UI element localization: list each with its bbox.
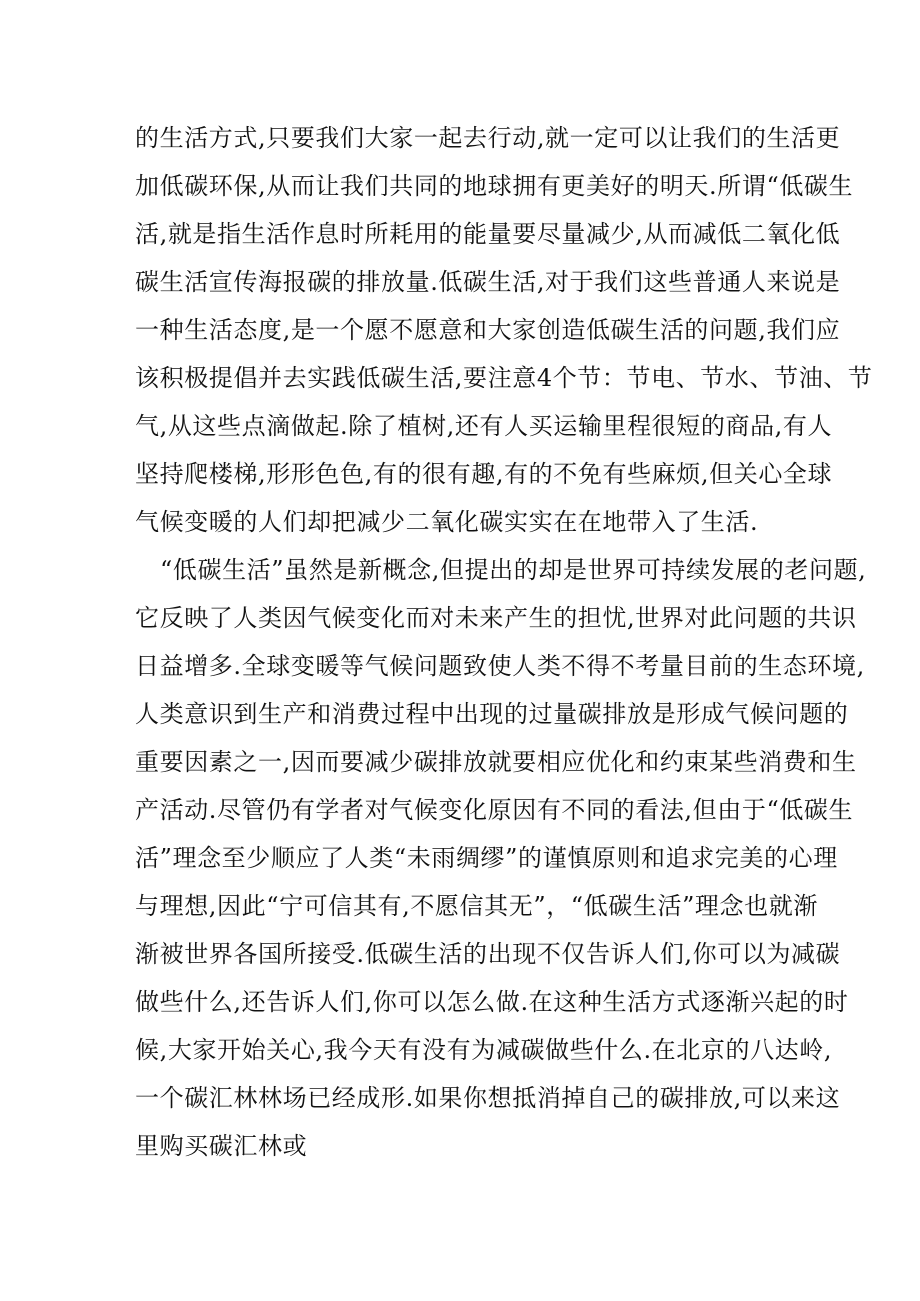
text-line: 它反映了人类因气候变化而对未来产生的担忧,世界对此问题的共识 xyxy=(135,604,857,632)
body-text xyxy=(135,114,873,1170)
text-line: 一种生活态度,是一个愿不愿意和大家创造低碳生活的问题,我们应 xyxy=(135,316,841,344)
text-line: 与理想,因此“宁可信其有,不愿信其无”，“低碳生活”理念也就渐 xyxy=(135,892,818,920)
text-line: 一个碳汇林林场已经成形.如果你想抵消掉自己的碳排放,可以来这 xyxy=(135,1084,841,1112)
text-line: 里购买碳汇林或 xyxy=(135,1132,308,1160)
text-line: 重要因素之一,因而要减少碳排放就要相应优化和约束某些消费和生 xyxy=(135,748,857,776)
text-line: 该积极提倡并去实践低碳生活,要注意4个节：节电、节水、节油、节 xyxy=(135,364,873,392)
text-line: 加低碳环保,从而让我们共同的地球拥有更美好的明天.所谓“低碳生 xyxy=(135,172,854,200)
text-line: 人类意识到生产和消费过程中出现的过量碳排放是形成气候问题的 xyxy=(135,700,849,728)
text-line: 气候变暖的人们却把减少二氧化碳实实在在地带入了生活. xyxy=(135,508,759,536)
text-line: 渐被世界各国所接受.低碳生活的出现不仅告诉人们,你可以为减碳 xyxy=(135,940,841,968)
text-line: 的生活方式,只要我们大家一起去行动,就一定可以让我们的生活更 xyxy=(135,124,841,152)
text-line: 坚持爬楼梯,形形色色,有的很有趣,有的不免有些麻烦,但关心全球 xyxy=(135,460,833,488)
text-line: 气,从这些点滴做起.除了植树,还有人买运输里程很短的商品,有人 xyxy=(135,412,833,440)
text-line: 活”理念至少顺应了人类“未雨绸缪”的谨慎原则和追求完美的心理 xyxy=(135,844,838,872)
text-line: 活,就是指生活作息时所耗用的能量要尽量减少,从而减低二氧化低 xyxy=(135,220,841,248)
text-line: 候,大家开始关心,我今天有没有为减碳做些什么.在北京的八达岭, xyxy=(135,1036,833,1064)
text-line: 做些什么,还告诉人们,你可以怎么做.在这种生活方式逐渐兴起的时 xyxy=(135,988,849,1016)
text-line: 日益增多.全球变暖等气候问题致使人类不得不考量目前的生态环境, xyxy=(135,652,865,680)
text-line: 碳生活宣传海报碳的排放量.低碳生活,对于我们这些普通人来说是 xyxy=(135,268,841,296)
text-line: 产活动.尽管仍有学者对气候变化原因有不同的看法,但由于“低碳生 xyxy=(135,796,854,824)
paragraph-start-line: “低碳生活”虽然是新概念,但提出的却是世界可持续发展的老问题, xyxy=(160,556,867,584)
